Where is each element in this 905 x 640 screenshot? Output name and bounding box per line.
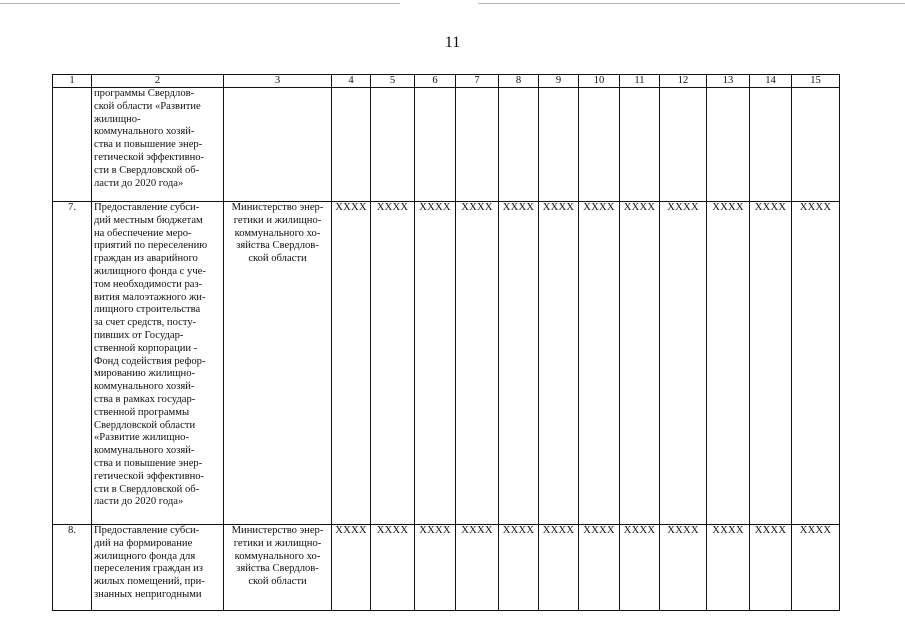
value-cell bbox=[792, 88, 840, 202]
value-cell: XXXX bbox=[415, 202, 456, 525]
column-header: 11 bbox=[620, 75, 660, 88]
value-cell: XXXX bbox=[499, 202, 539, 525]
value-cell bbox=[620, 88, 660, 202]
table-row bbox=[53, 88, 840, 202]
column-header: 8 bbox=[499, 75, 539, 88]
value-cell: XXXX bbox=[371, 525, 415, 611]
value-cell: XXXX bbox=[371, 202, 415, 525]
executor-cell: Министерство энер- гетики и жилищно- коммунального хо- зяйства Свердлов- ской области bbox=[224, 525, 332, 611]
value-cell: XXXX bbox=[750, 202, 792, 525]
value-cell: XXXX bbox=[579, 202, 620, 525]
table-row bbox=[53, 202, 840, 525]
executor-cell: Министерство энер- гетики и жилищно- коммунального хо- зяйства Свердлов- ской области bbox=[224, 202, 332, 525]
column-header: 14 bbox=[750, 75, 792, 88]
measure-description: программы Свердлов- ской области «Развитие жилищно- коммунального хозяй- ства и повышение энер- гетической эффективно- сти в Свердловской об- ласти до 2020 года» bbox=[92, 88, 224, 202]
row-number bbox=[53, 88, 92, 202]
column-header: 10 bbox=[579, 75, 620, 88]
executor-cell bbox=[224, 88, 332, 202]
value-cell: XXXX bbox=[539, 525, 579, 611]
scan-edge-line bbox=[0, 3, 400, 4]
value-cell bbox=[707, 88, 750, 202]
value-cell bbox=[371, 88, 415, 202]
column-header: 3 bbox=[224, 75, 332, 88]
value-cell bbox=[415, 88, 456, 202]
column-header: 7 bbox=[456, 75, 499, 88]
value-cell: XXXX bbox=[620, 525, 660, 611]
value-cell: XXXX bbox=[792, 202, 840, 525]
value-cell bbox=[579, 88, 620, 202]
value-cell: XXXX bbox=[707, 525, 750, 611]
table-header-row bbox=[53, 75, 840, 88]
page-number: 11 bbox=[444, 34, 461, 51]
value-cell: XXXX bbox=[332, 525, 371, 611]
value-cell bbox=[660, 88, 707, 202]
measure-description: Предоставление субси- дий местным бюджетам на обеспечение меро- приятий по переселению граждан из аварийного жилищного фонда с уче- том необходимости раз- вития малоэтажного жи- лищного строительства за счет средств, посту- пивших от Государ- ственной корпорации - Фонд содействия рефор- мированию жилищно- коммунального хозяй- ства в рамках государ- ственной программы Свердловской области «Развитие жилищно- коммунального хозяй- ства и повышение энер- гетической эффективно- сти в Свердловской об- ласти до 2020 года» bbox=[92, 202, 224, 525]
table-row bbox=[53, 525, 840, 611]
value-cell: XXXX bbox=[539, 202, 579, 525]
value-cell: XXXX bbox=[620, 202, 660, 525]
value-cell: XXXX bbox=[660, 202, 707, 525]
row-number: 7. bbox=[53, 202, 92, 525]
value-cell bbox=[499, 88, 539, 202]
column-header: 4 bbox=[332, 75, 371, 88]
program-table bbox=[52, 74, 840, 611]
value-cell: XXXX bbox=[579, 525, 620, 611]
column-header: 9 bbox=[539, 75, 579, 88]
value-cell: XXXX bbox=[456, 202, 499, 525]
value-cell bbox=[750, 88, 792, 202]
value-cell bbox=[332, 88, 371, 202]
value-cell bbox=[539, 88, 579, 202]
value-cell: XXXX bbox=[499, 525, 539, 611]
column-header: 2 bbox=[92, 75, 224, 88]
column-header: 5 bbox=[371, 75, 415, 88]
value-cell: XXXX bbox=[456, 525, 499, 611]
column-header: 1 bbox=[53, 75, 92, 88]
value-cell bbox=[456, 88, 499, 202]
column-header: 15 bbox=[792, 75, 840, 88]
column-header: 6 bbox=[415, 75, 456, 88]
value-cell: XXXX bbox=[415, 525, 456, 611]
measure-description: Предоставление субси- дий на формирование жилищного фонда для переселения граждан из жилых помещений, при- знанных непригодными bbox=[92, 525, 224, 611]
column-header: 12 bbox=[660, 75, 707, 88]
column-header: 13 bbox=[707, 75, 750, 88]
value-cell: XXXX bbox=[750, 525, 792, 611]
value-cell: XXXX bbox=[660, 525, 707, 611]
scan-edge-line bbox=[478, 3, 905, 4]
value-cell: XXXX bbox=[332, 202, 371, 525]
row-number: 8. bbox=[53, 525, 92, 611]
value-cell: XXXX bbox=[792, 525, 840, 611]
value-cell: XXXX bbox=[707, 202, 750, 525]
